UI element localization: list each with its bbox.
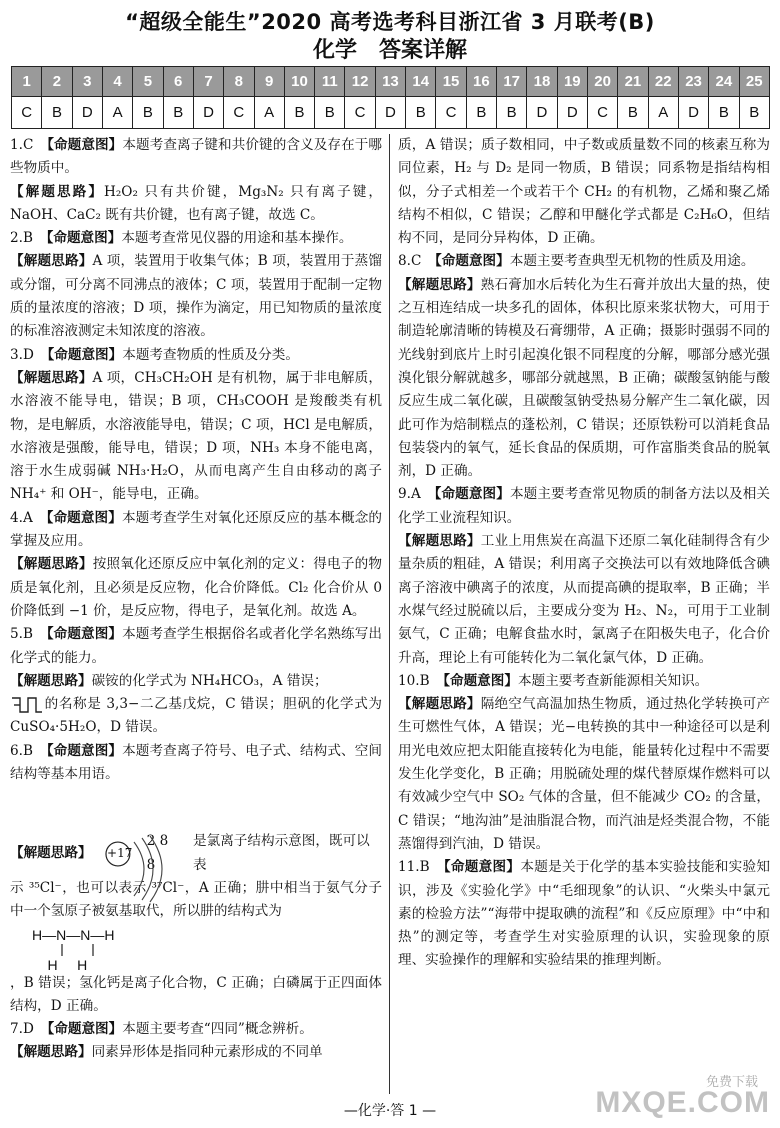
page-footer: —化学·答 1 — — [343, 1103, 437, 1119]
right-column — [398, 134, 770, 973]
answer-key-cell: D — [193, 97, 223, 129]
q10-solution: 【解题思路】隔绝空气高温加热生物质，通过热化学转换可产生可燃性气体，A 错误；光−电转换的其中一种途径可以是利用光电效应把太阳能直接转化为电能，能量转化过程中不需要发生化学变化，B 正确；用脱硫处理的煤代替原煤作燃料可以有效减少空气中 SO₂ 气体的含量，但不能减少 CO₂ 的含量，C 错误；“地沟油”是油脂混合物，而汽油是烃类混合物，不能蒸馏得到汽油，D 错误。 — [398, 696, 771, 852]
answer-key-cell: B — [739, 97, 770, 129]
answer-number-cell: 4 — [102, 67, 132, 97]
answer-number-cell: 12 — [345, 67, 375, 97]
q6-solution-text: 是氯离子结构示意图，既可以表 — [193, 833, 370, 873]
answer-key-cell: B — [315, 97, 345, 129]
answer-key-cell: C — [12, 97, 42, 129]
q7-continued: 质，A 错误；质子数相同，中子数或质量数不同的核素互称为同位素，H₂ 与 D₂ 是同一物质，B 错误；同系物是指结构相似，分子式相差一个或若干个 CH₂ 的有机物，乙烯和聚乙烯结构不相似，C 错误；乙醇和甲醚化学式都是 C₂H₆O，但结构不同，是同分异构体，D 正确。 — [398, 137, 770, 247]
page-title: “超级全能生”2020 高考选考科目浙江省 3 月联考(B) — [125, 10, 655, 34]
answer-number-cell: 16 — [466, 67, 496, 97]
answer-key-cell: D — [678, 97, 708, 129]
electron-shells: 2 8 8 — [146, 833, 169, 873]
answer-key-cell: D — [375, 97, 405, 129]
answer-key-cell: B — [133, 97, 163, 129]
q3-solution: 【解题思路】A 项，CH₃CH₂OH 是有机物，属于非电解质，水溶液不能导电，错误；B 项，CH₃COOH 是羧酸类有机物，是电解质，水溶液能导电，错误；C 项，HCl 是电解质，水溶液是强酸，能导电，错误；D 项，NH₃ 本身不能电离，溶于水生成弱碱 NH₃·H₂O，从而电离产生自由移动的离子 NH₄⁺ 和 OH⁻，能导电，正确。 — [10, 369, 383, 503]
q10: 10.B 【命题意图】本题主要考查新能源相关知识。 — [398, 672, 709, 689]
q9: 9.A 【命题意图】本题主要考查常见物质的制备方法以及相关化学工业流程知识。 — [398, 486, 770, 526]
answer-key-cell: A — [648, 97, 678, 129]
q4-solution: 【解题思路】按照氧化还原反应中氧化剂的定义：得电子的物质是氧化剂，且必须是反应物，化合价降低。Cl₂ 化合价从 0 价降低到 −1 价，是反应物，得电子，是氧化剂。故选 A。 — [10, 556, 383, 619]
hydrazine-structure — [32, 924, 142, 972]
answer-number-cell: 19 — [557, 67, 587, 97]
q2-solution: 【解题思路】A 项，装置用于收集气体；B 项，装置用于蒸馏或分馏，可分离不同沸点的液体；C 项，装置用于配制一定物质的量浓度的溶液；D 项，操作为滴定，用已知物质的量浓度的标准溶液测定未知浓度的溶液。 — [10, 253, 382, 340]
answer-key-cell: C — [345, 97, 375, 129]
answer-key-cell: B — [709, 97, 739, 129]
answer-key-cell: A — [102, 97, 132, 129]
q5-solution-2: 的名称是 3,3−二乙基戊烷，C 错误；胆矾的化学式为 CuSO₄·5H₂O，D 错误。 — [10, 693, 382, 740]
column-divider — [389, 134, 390, 1094]
answer-number-cell: 15 — [436, 67, 466, 97]
answer-key-cell: B — [42, 97, 72, 129]
q8: 8.C 【命题意图】本题主要考查典型无机物的性质及用途。 — [398, 253, 755, 270]
nucleus-charge: +17 — [107, 845, 133, 860]
q1-solution: 【解题思路】H₂O₂ 只有共价键，Mg₃N₂ 只有离子键，NaOH、CaC₂ 既有共价键，也有离子键，故选 C。 — [10, 183, 382, 223]
answer-number-cell: 7 — [193, 67, 223, 97]
q6-solution-2: 示 ³⁵Cl⁻，也可以表示 ³⁷Cl⁻，A 正确；肼中相当于氨气分子中一个氢原子被氨基取代，所以肼的结构式为 — [10, 879, 382, 920]
answer-number-cell: 23 — [678, 67, 708, 97]
answer-number-cell: 13 — [375, 67, 405, 97]
hydrazine-row — [10, 924, 382, 972]
q11: 11.B 【命题意图】本题是关于化学的基本实验技能和实验知识，涉及《实验化学》中“毛细现象”的认识、“火柴头中氯元素的检验方法”“海带中提取碘的流程”和《反应原理》中“中和热”的测定等，考查学生对实验原理的认识，实验现象的原理、实验操作的理解和实验结果的推理判断。 — [398, 859, 771, 969]
q1: 1.C 【命题意图】本题考查离子键和共价键的含义及存在于哪些物质中。 — [10, 137, 383, 177]
answer-number-cell: 1 — [12, 67, 42, 97]
alkane-structure-icon — [10, 694, 44, 716]
watermark-sub: 免费下载 — [705, 1075, 758, 1090]
answer-number-cell: 3 — [72, 67, 102, 97]
answer-number-cell: 25 — [739, 67, 770, 97]
q2: 2.B 【命题意图】本题考查常见仪器的用途和基本操作。 — [10, 230, 353, 247]
q5-solution: 【解题思路】碳铵的化学式为 NH₄HCO₃，A 错误； — [10, 672, 328, 689]
answer-key-cell: C — [224, 97, 254, 129]
answer-key-cell: D — [557, 97, 587, 129]
hydrazine-h-atoms: H H — [32, 956, 88, 973]
answer-key-cell: B — [163, 97, 193, 129]
answer-number-cell: 14 — [406, 67, 436, 97]
q7-solution: 【解题思路】同素异形体是指同种元素形成的不同单 — [10, 1044, 323, 1061]
left-column — [10, 134, 382, 1065]
answer-key-cell: B — [406, 97, 436, 129]
answer-number-cell: 8 — [224, 67, 254, 97]
page-subtitle: 化学 答案详解 — [312, 38, 467, 63]
answer-number-cell: 10 — [284, 67, 314, 97]
answer-key-cell: B — [284, 97, 314, 129]
q6-solution-tag: 【解题思路】 — [10, 844, 92, 861]
answer-table-number-row — [12, 67, 770, 97]
hydrazine-main-chain: H—N—N—H — [32, 926, 115, 943]
q3: 3.D 【命题意图】本题考查物质的性质及分类。 — [10, 346, 299, 363]
q6-solution-3: ，B 错误；氢化钙是离子化合物，C 正确；白磷属于正四面体结构，D 正确。 — [10, 974, 382, 1014]
q8-solution: 【解题思路】熟石膏加水后转化为生石膏并放出大量的热，使之互相连结成一块多孔的固体，体积比原来浆状物大，可用于制造轮廓清晰的铸模及石膏绷带，A 正确；摄影时强弱不同的光线射到底片上时引起溴化银不同程度的分解，哪部分感光强溴化银分解就越多，哪部分就越黑，B 正确；碳酸氢钠能与酸反应生成二氧化碳，且碳酸氢钠受热易分解产生二氧化碳，因此可作为焙制糕点的蓬松剂，C 错误；还原铁粉可以消耗食品包装袋内的氧气，延长食品的保质期，可作富脂类食品的脱氧剂，D 正确。 — [398, 276, 771, 480]
answer-key-cell: A — [254, 97, 284, 129]
watermark-logo: MXQE.COM — [595, 1086, 770, 1119]
answer-key-cell: B — [497, 97, 527, 129]
answer-key-cell: C — [587, 97, 617, 129]
q5: 5.B 【命题意图】本题考查学生根据俗名或者化学名熟练写出化学式的能力。 — [10, 626, 383, 666]
answer-number-cell: 2 — [42, 67, 72, 97]
answer-key-cell: B — [466, 97, 496, 129]
answer-table — [11, 66, 770, 129]
q9-solution: 【解题思路】工业上用焦炭在高温下还原二氧化硅制得含有少量杂质的粗硅，A 错误；利用离子交换法可以有效地降低含碘离子溶液中碘离子的浓度，从而提高碘的提取率，B 正确；半水煤气经过脱硫以后，主要成分变为 H₂、N₂，可用于工业制氨气，C 正确；电解食盐水时，氯离子在阳极失电子，化合价升高，理论上有可能转化为二氧化氯气体，D 正确。 — [398, 533, 771, 666]
answer-number-cell: 6 — [163, 67, 193, 97]
answer-key-cell: C — [436, 97, 466, 129]
answer-number-cell: 21 — [618, 67, 648, 97]
shell-arcs-icon — [130, 834, 170, 904]
answer-key-cell: D — [72, 97, 102, 129]
q7: 7.D 【命题意图】本题主要考查“四同”概念辨析。 — [10, 1021, 313, 1038]
answer-number-cell: 18 — [527, 67, 557, 97]
answer-number-cell: 24 — [709, 67, 739, 97]
answer-number-cell: 9 — [254, 67, 284, 97]
q6: 6.B 【命题意图】本题考查离子符号、电子式、结构式、空间结构等基本用语。 — [10, 742, 383, 783]
q6-solution-row — [10, 830, 382, 877]
answer-number-cell: 20 — [587, 67, 617, 97]
answer-number-cell: 17 — [497, 67, 527, 97]
answer-key-cell: D — [527, 97, 557, 129]
answer-number-cell: 5 — [133, 67, 163, 97]
answer-table-key-row — [12, 97, 770, 129]
answer-key-cell: B — [618, 97, 648, 129]
q4: 4.A 【命题意图】本题考查学生对氧化还原反应的基本概念的掌握及应用。 — [10, 509, 382, 550]
answer-number-cell: 11 — [315, 67, 345, 97]
answer-number-cell: 22 — [648, 67, 678, 97]
